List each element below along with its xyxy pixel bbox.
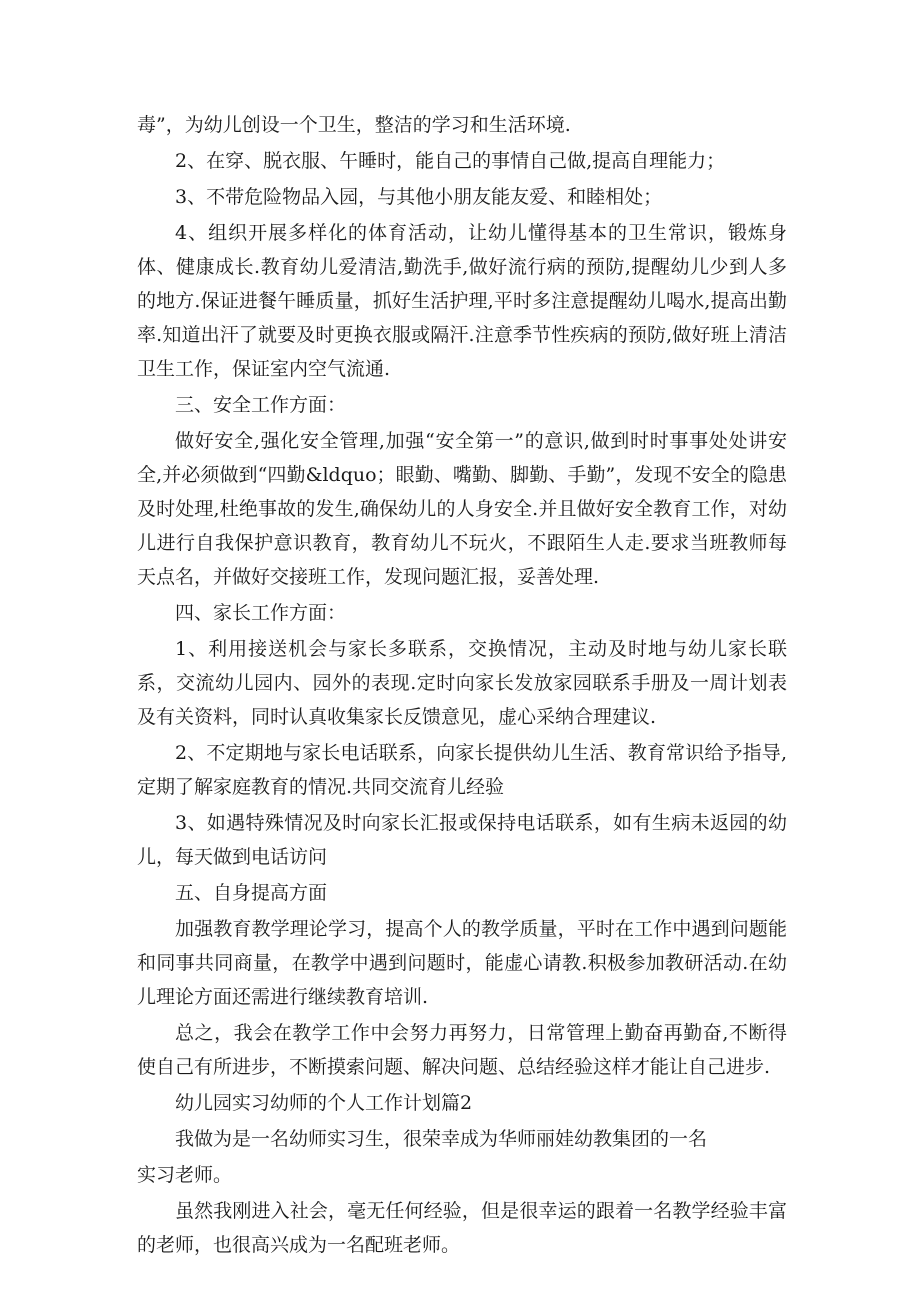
paragraph: 2、不定期地与家长电话联系，向家长提供幼儿生活、教育常识给予指导,定期了解家庭教育的情况.共同交流育儿经验	[137, 742, 787, 798]
document-body	[137, 108, 787, 1264]
section-heading: 幼儿园实习幼师的个人工作计划篇2	[175, 1092, 473, 1114]
section-heading: 五、自身提高方面	[175, 882, 328, 904]
paragraph: 做好安全,强化安全管理,加强“安全第一”的意识,做到时时事事处处讲安全,并必须做到“四勤&ldquo；眼勤、嘴勤、脚勤、手勤”，发现不安全的隐患及时处理,杜绝事故的发生,确保幼儿的人身安全.并且做好安全教育工作，对幼儿进行自我保护意识教育，教育幼儿不玩火，不跟陌生人走.要求当班教师每天点名，并做好交接班工作，发现问题汇报，妥善处理.	[137, 430, 787, 588]
paragraph: 实习老师。	[137, 1164, 233, 1186]
paragraph: 4、组织开展多样化的体育活动，让幼儿懂得基本的卫生常识，锻炼身体、健康成长.教育幼儿爱清洁,勤洗手,做好流行病的预防,提醒幼儿少到人多的地方.保证进餐午睡质量，抓好生活护理,平时多注意提醒幼儿喝水,提高出勤率.知道出汗了就要及时更换衣服或隔汗.注意季节性疾病的预防,做好班上清洁卫生工作，保证室内空气流通.	[137, 222, 787, 380]
paragraph: 我做为是一名幼师实习生，很荣幸成为华师丽娃幼教集团的一名	[175, 1128, 708, 1150]
paragraph: 3、不带危险物品入园，与其他小朋友能友爱、和睦相处；	[175, 186, 663, 208]
paragraph: 3、如遇特殊情况及时向家长汇报或保持电话联系，如有生病未返园的幼儿，每天做到电话访问	[137, 812, 787, 868]
paragraph: 1、利用接送机会与家长多联系，交换情况，主动及时地与幼儿家长联系，交流幼儿园内、园外的表现.定时向家长发放家园联系手册及一周计划表及有关资料，同时认真收集家长反馈意见，虚心采纳合理建议.	[137, 638, 787, 728]
section-heading: 三、安全工作方面：	[175, 394, 347, 416]
paragraph: 2、在穿、脱衣服、午睡时，能自己的事情自己做,提高自理能力；	[175, 150, 726, 172]
paragraph: 毒”，为幼儿创设一个卫生，整洁的学习和生活环境.	[137, 114, 571, 136]
section-heading: 四、家长工作方面：	[175, 602, 347, 624]
paragraph: 虽然我刚进入社会，毫无任何经验，但是很幸运的跟着一名教学经验丰富的老师，也很高兴成为一名配班老师。	[137, 1200, 787, 1256]
paragraph: 总之，我会在教学工作中会努力再努力，日常管理上勤奋再勤奋,不断得使自己有所进步，不断摸索问题、解决问题、总结经验这样才能让自己进步.	[137, 1022, 787, 1078]
paragraph: 加强教育教学理论学习，提高个人的教学质量，平时在工作中遇到问题能和同事共同商量，在教学中遇到问题时，能虚心请教.积极参加教研活动.在幼儿理论方面还需进行继续教育培训.	[137, 918, 787, 1008]
